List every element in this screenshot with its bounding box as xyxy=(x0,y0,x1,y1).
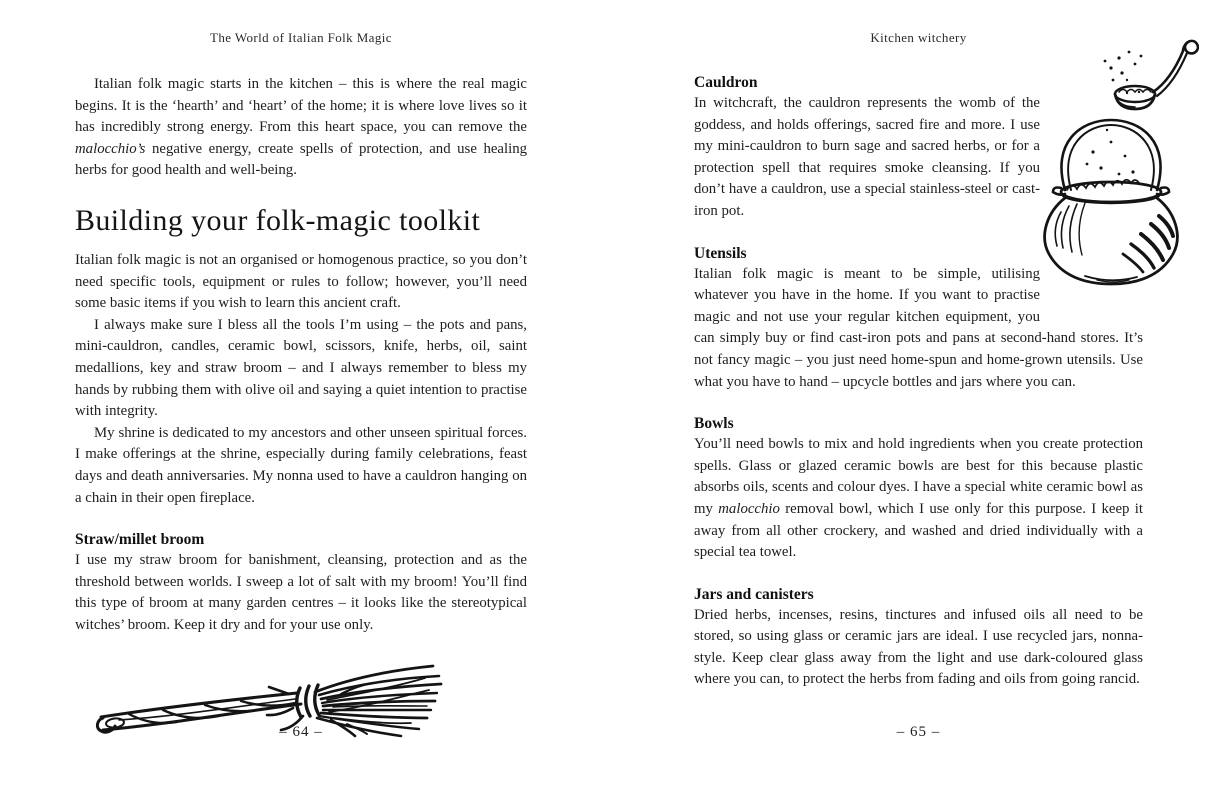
left-page xyxy=(75,30,527,775)
section-heading-jars: Jars and canisters xyxy=(694,585,814,603)
illustration-wrap-spacer xyxy=(1040,74,1143,326)
utensils-paragraph: Italian folk magic is meant to be simple, utilising whatever you have in the home. If you want to practise magic and not use your regular kitchen equipment, you can simply buy or find cast-iron pots and pans at second-hand stores. It’s not fancy magic – you just need home-spun and home-grown utensils. Use what you have to hand – upcycle bottles and jars where you can. xyxy=(694,265,1143,390)
running-header-left: The World of Italian Folk Magic xyxy=(210,30,392,45)
intro-text-after: negative energy, create spells of protection, and use healing herbs for good health and well-being. xyxy=(75,140,527,179)
toolkit-paragraph-3: My shrine is dedicated to my ancestors and other unseen spiritual forces. I make offerings at the shrine, especially during family celebrations, feast days and death anniversaries. My nonna used to have a cauldron hanging on a chain in their open fireplace. xyxy=(75,424,527,506)
chapter-heading: Building your folk-magic toolkit xyxy=(75,203,481,237)
italic-term-malocchio: malocchio xyxy=(718,500,780,517)
section-heading-cauldron: Cauldron xyxy=(694,74,758,91)
bowls-paragraph xyxy=(694,434,1143,564)
page-number-left: – 64 – xyxy=(279,724,323,740)
section-jars xyxy=(694,586,1143,691)
section-heading-bowls: Bowls xyxy=(694,415,734,433)
page-number-right: – 65 – xyxy=(896,724,941,740)
cauldron-paragraph: In witchcraft, the cauldron represents the womb of the goddess, and holds offerings, sacred fire and more. I use my mini-cauldron to burn sage and sacred herbs, or for a protection spell that requires smoke cleansing. If you don’t have a cauldron, use a special stainless-steel or cast-iron pot. xyxy=(694,95,1040,219)
running-header-right: Kitchen witchery xyxy=(870,30,967,45)
bowls-text-after: removal bowl, which I use only for this purpose. I keep it away from all other crockery, and washed and dried individually with a special tea towel. xyxy=(694,500,1144,561)
section-heading-utensils: Utensils xyxy=(694,244,747,262)
bowls-text-before: You’ll need bowls to mix and hold ingredients when you create protection spells. Glass or glazed ceramic bowls are best for this because plastic absorbs oils, scents and colour dyes. I have a special white ceramic bowl as my xyxy=(694,436,1143,517)
straw-broom-paragraph: I use my straw broom for banishment, cleansing, protection and as the threshold between worlds. I sweep a lot of salt with my broom! You’ll find this type of broom at many garden centres – it looks like the stereotypical witches’ broom. Keep it dry and for your use only. xyxy=(75,552,527,633)
toolkit-paragraph-1: Italian folk magic is not an organised or homogenous practice, so you don’t need specific tools, equipment or rules to follow; however, you’ll need some basic items if you wish to learn this ancient craft. xyxy=(75,251,527,312)
intro-text-before: Italian folk magic starts in the kitchen – this is where the real magic begins. It is the ‘hearth’ and ‘heart’ of the home; it is where love lives so it has incredibly strong energy. From this heart space, you can remove the xyxy=(75,76,527,136)
section-bowls xyxy=(694,415,1143,564)
right-page-body xyxy=(694,74,1143,691)
jars-paragraph: Dried herbs, incenses, resins, tinctures and infused oils all need to be stored, so using glass or ceramic jars are ideal. I use recycled jars, nonna-style. Keep clear glass away from the light and use dark-coloured glass where you can, to protect the herbs from fading and oils from going rancid. xyxy=(694,606,1143,688)
italic-term-malocchios: malocchio’s xyxy=(75,140,146,157)
section-heading-straw-broom: Straw/millet broom xyxy=(75,531,205,549)
right-page xyxy=(694,30,1143,775)
toolkit-paragraph-2: I always make sure I bless all the tools I’m using – the pots and pans, mini-cauldron, candles, ceramic bowl, scissors, knife, herbs, oil, saint medallions, key and straw broom – and I always remember to bless my hands by rubbing them with olive oil and saying a quiet intention to practise with integrity. xyxy=(75,316,527,420)
intro-paragraph xyxy=(75,74,527,182)
